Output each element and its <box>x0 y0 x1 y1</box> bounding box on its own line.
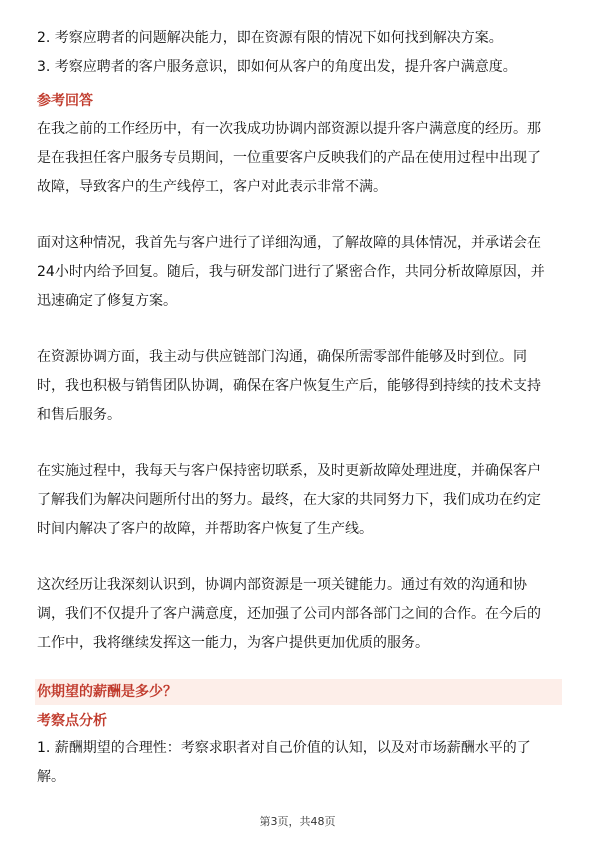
page-footer: 第3页，共48页 <box>259 815 336 828</box>
analysis-line: 1. 薪酬期望的合理性：考察求职者对自己价值的认知，以及对市场薪酬水平的了 <box>37 740 531 756</box>
paragraph-line: 和售后服务。 <box>37 407 121 423</box>
paragraph-line: 工作中，我将继续发挥这一能力，为客户提供更加优质的服务。 <box>37 635 429 651</box>
paragraph-line: 在资源协调方面，我主动与供应链部门沟通，确保所需零部件能够及时到位。同 <box>37 349 527 365</box>
paragraph-line: 时间内解决了客户的故障，并帮助客户恢复了生产线。 <box>37 521 373 537</box>
answer-heading: 参考回答 <box>37 93 93 109</box>
paragraph-line: 在我之前的工作经历中，有一次我成功协调内部资源以提升客户满意度的经历。那 <box>37 121 541 137</box>
paragraph-line: 迅速确定了修复方案。 <box>37 293 177 309</box>
analysis-heading: 考察点分析 <box>37 713 107 729</box>
question-band <box>35 679 562 705</box>
paragraph-line: 故障，导致客户的生产线停工，客户对此表示非常不满。 <box>37 179 387 195</box>
paragraph-line: 调，我们不仅提升了客户满意度，还加强了公司内部各部门之间的合作。在今后的 <box>37 606 541 622</box>
paragraph-line: 了解我们为解决问题所付出的努力。最终，在大家的共同努力下，我们成功在约定 <box>37 492 541 508</box>
paragraph-line: 时，我也积极与销售团队协调，确保在客户恢复生产后，能够得到持续的技术支持 <box>37 378 541 394</box>
analysis-line: 解。 <box>37 769 65 785</box>
point-line: 2. 考察应聘者的问题解决能力，即在资源有限的情况下如何找到解决方案。 <box>37 30 503 46</box>
paragraph-line: 这次经历让我深刻认识到，协调内部资源是一项关键能力。通过有效的沟通和协 <box>37 577 527 593</box>
point-line: 3. 考察应聘者的客户服务意识，即如何从客户的角度出发，提升客户满意度。 <box>37 59 517 75</box>
paragraph-line: 面对这种情况，我首先与客户进行了详细沟通，了解故障的具体情况，并承诺会在 <box>37 235 541 251</box>
question-title: 你期望的薪酬是多少？ <box>37 684 177 700</box>
paragraph-line: 是在我担任客户服务专员期间，一位重要客户反映我们的产品在使用过程中出现了 <box>37 150 541 166</box>
paragraph-line: 24小时内给予回复。随后，我与研发部门进行了紧密合作，共同分析故障原因，并 <box>37 264 545 280</box>
paragraph-line: 在实施过程中，我每天与客户保持密切联系，及时更新故障处理进度，并确保客户 <box>37 463 541 479</box>
